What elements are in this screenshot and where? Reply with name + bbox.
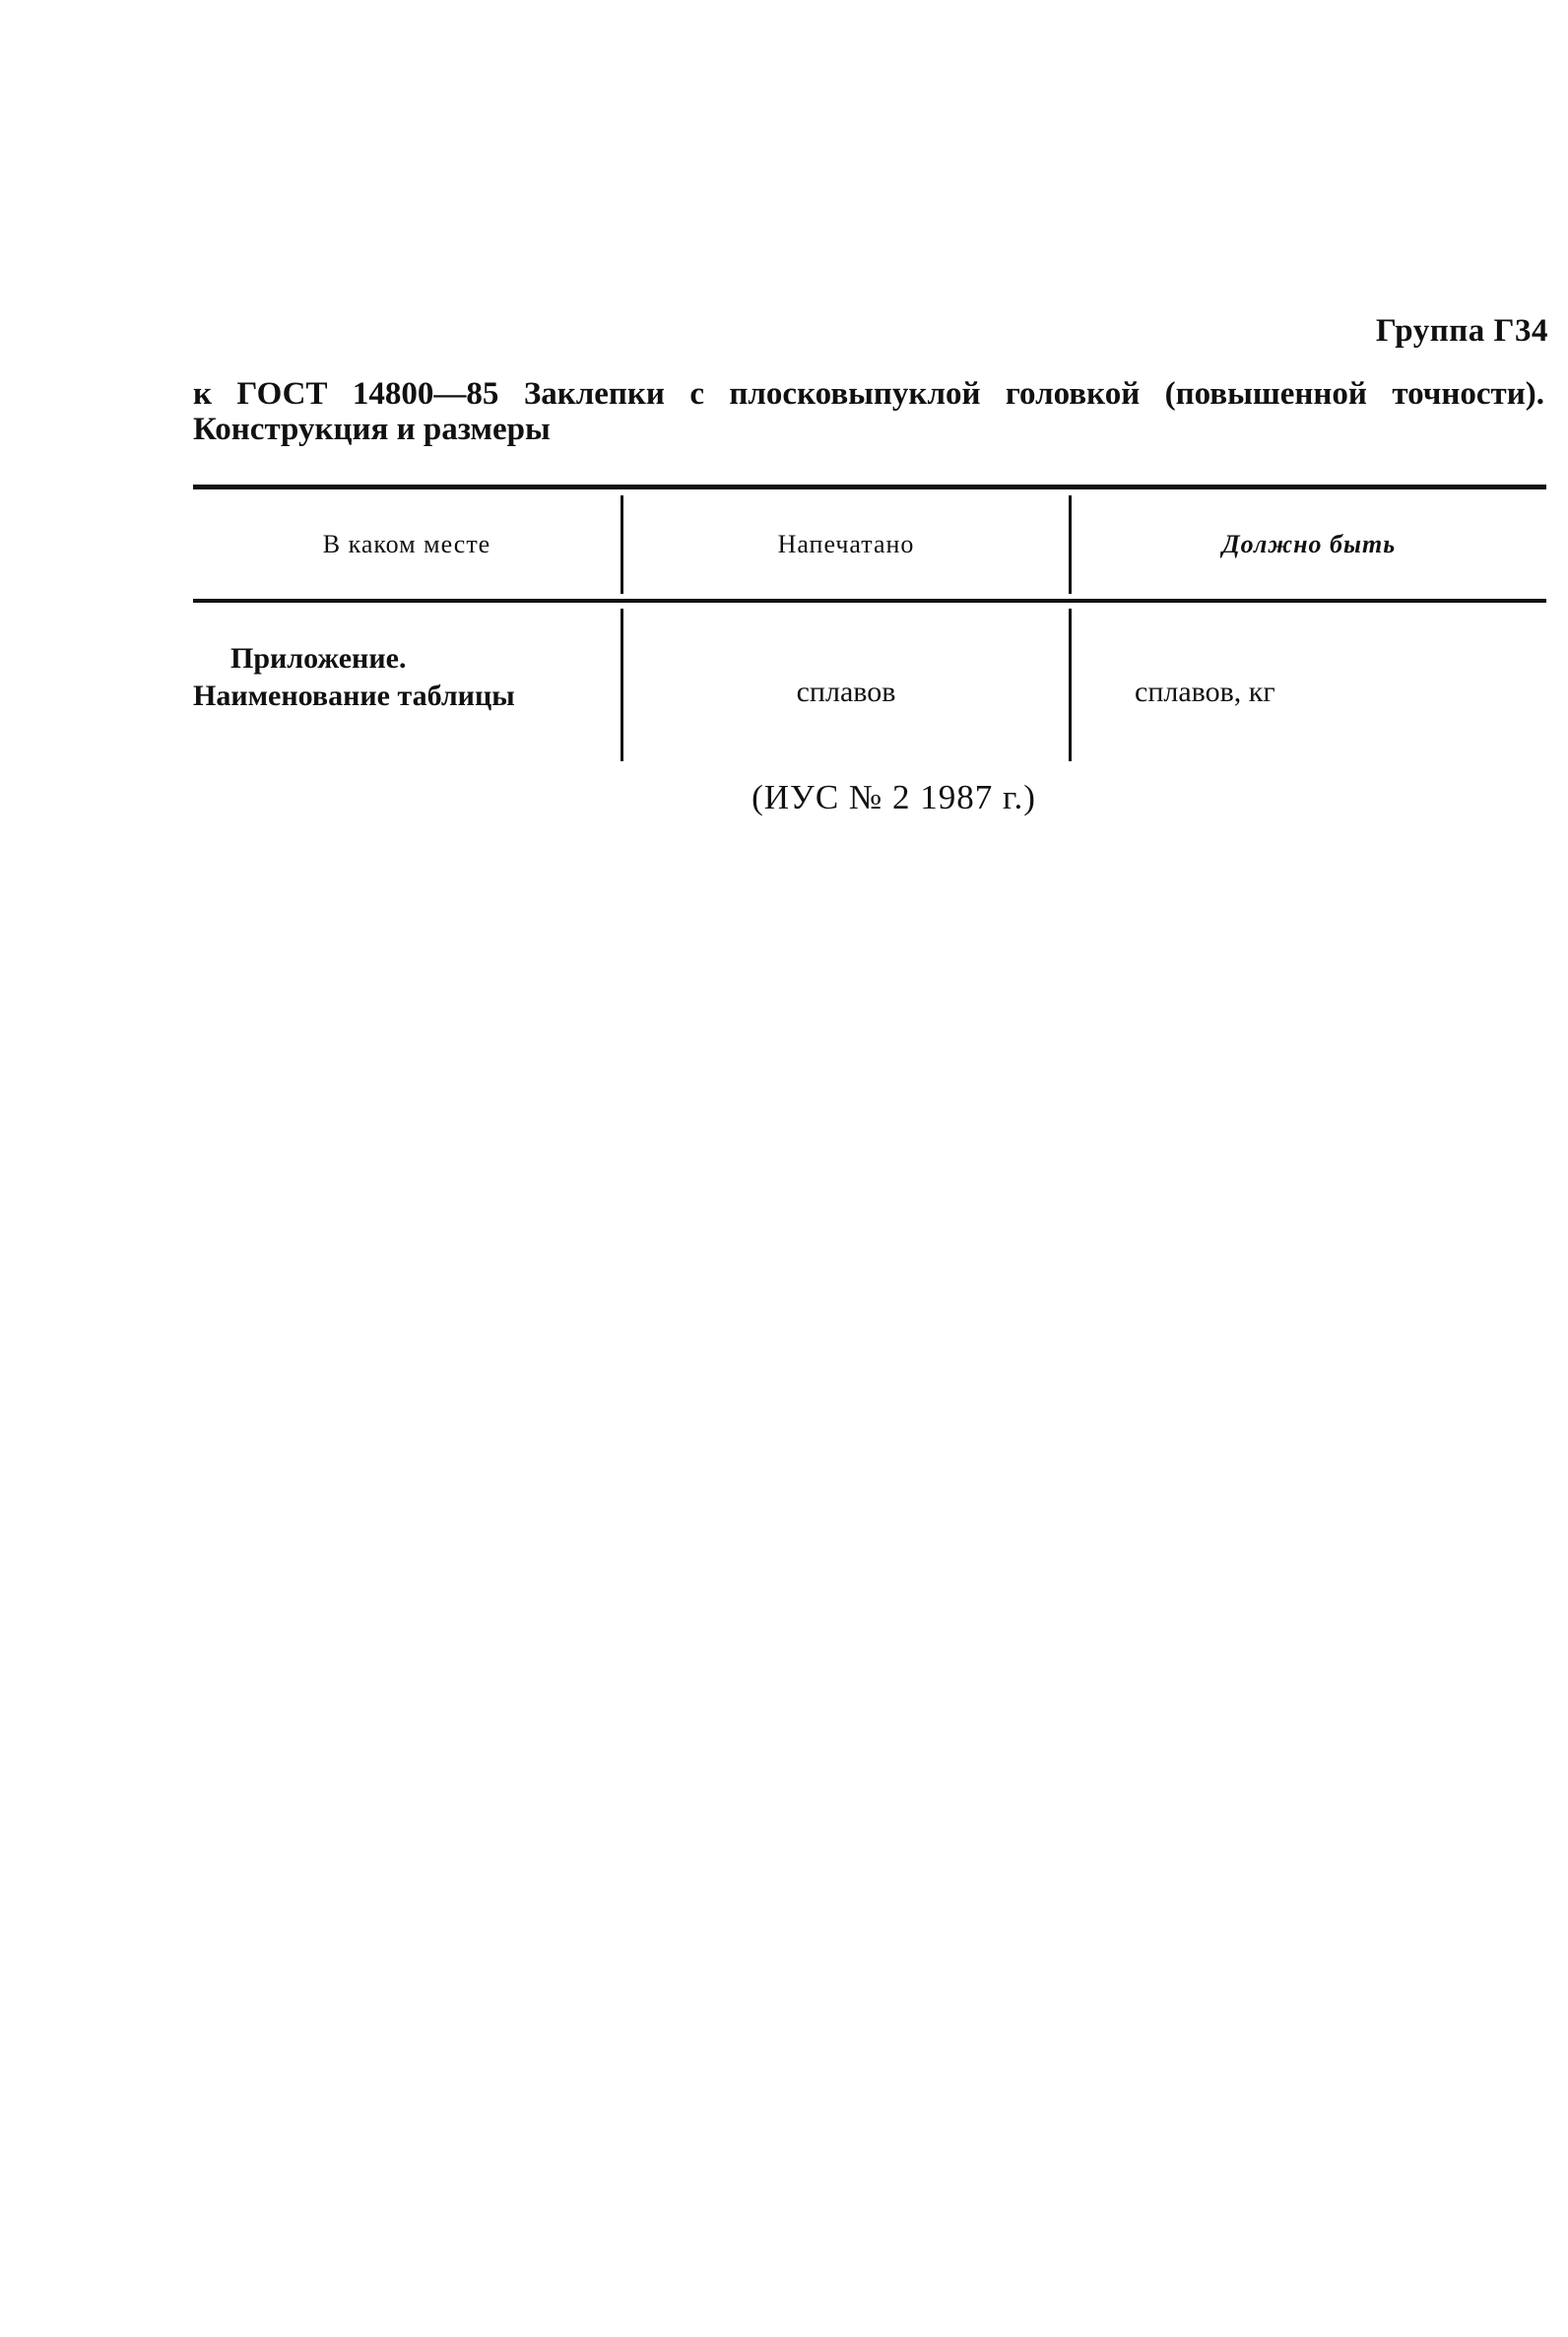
cell-location: Приложение. Наименование таблицы xyxy=(193,642,515,712)
column-header-should-be: Должно быть xyxy=(1221,530,1397,558)
row-divider-2 xyxy=(1069,609,1072,761)
document-title: к ГОСТ 14800—85 Заклепки с плосковыпуклой головкой (повышенной точности). Конструкция и размеры xyxy=(193,376,1544,447)
column-header-location: В каком месте xyxy=(322,530,491,558)
cell-printed: сплавов xyxy=(796,676,896,708)
footnote-ius: (ИУС № 2 1987 г.) xyxy=(751,778,1036,816)
column-header-printed: Напечатано xyxy=(777,530,915,558)
cell-should-be: сплавов, кг xyxy=(1135,676,1275,708)
table-header-rule xyxy=(193,599,1546,603)
group-label: Группа Г34 xyxy=(1375,313,1548,349)
table-top-rule xyxy=(193,485,1546,489)
